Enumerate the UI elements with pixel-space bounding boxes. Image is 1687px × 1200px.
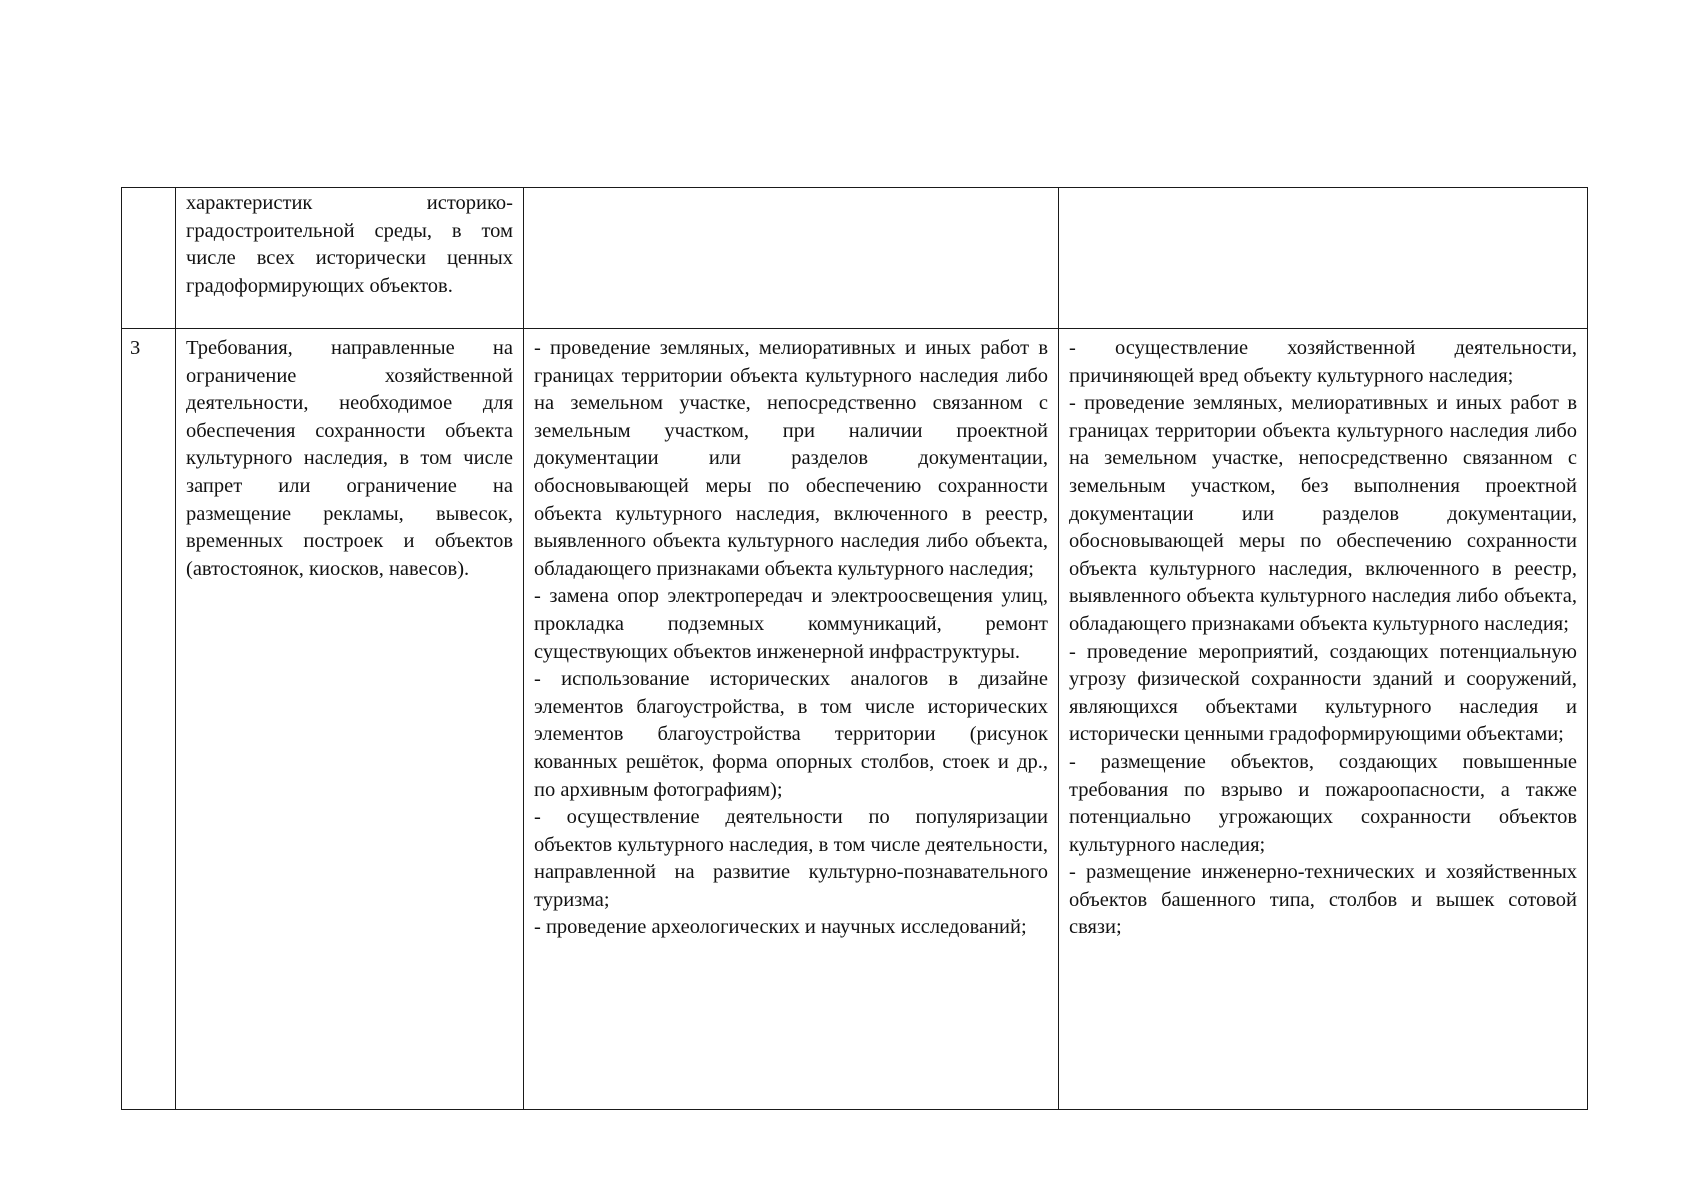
allowed-item: - осуществление деятельности по популяризации объектов культурного наследия, в том числе деятельности, направленной на развитие культурно-познавательного туризма;: [534, 806, 1048, 911]
allowed-cell: [524, 329, 1059, 1110]
prohibited-item: - проведение земляных, мелиоративных и иных работ в границах территории объекта культурного наследия либо на земельном участке, непосредственно связанном с земельным участком, без выполнения проектной документации или разделов документации, обосновывающей меры по обеспечению сохранности объекта культурного наследия, включенного в реестр, выявленного объекта культурного наследия либо объекта, обладающего признаками объекта культурного наследия;: [1069, 392, 1577, 635]
allowed-item: - замена опор электропередач и электроосвещения улиц, прокладка подземных коммуникаций, ремонт существующих объектов инженерной инфраструктуры.: [534, 585, 1048, 663]
allowed-item: - использование исторических аналогов в дизайне элементов благоустройства, в том числе исторических элементов благоустройства территории (рисунок кованных решёток, форма опорных столбов, стоек и др., по архивным фотографиям);: [534, 668, 1048, 801]
prohibited-cell: [1059, 329, 1588, 1110]
prohibited-cell: [1059, 188, 1588, 329]
requirement-cell: характеристик историко-градостроительной среды, в том числе всех исторически ценных градоформирующих объектов.: [176, 188, 524, 329]
table-row: [122, 188, 1588, 329]
requirement-cell: Требования, направленные на ограничение хозяйственной деятельности, необходимое для обеспечения сохранности объекта культурного наследия, в том числе запрет или ограничение на размещение рекламы, вывесок, временных построек и объектов (автостоянок, киосков, навесов).: [176, 329, 524, 1110]
allowed-item: - проведение земляных, мелиоративных и иных работ в границах территории объекта культурного наследия либо на земельном участке, непосредственно связанном с земельным участком, при наличии проектной документации или разделов документации, обосновывающей меры по обеспечению сохранности объекта культурного наследия, включенного в реестр, выявленного объекта культурного наследия либо объекта, обладающего признаками объекта культурного наследия;: [534, 337, 1048, 580]
row-number-cell: [122, 188, 176, 329]
row-number-cell: 3: [122, 329, 176, 1110]
prohibited-item: - осуществление хозяйственной деятельности, причиняющей вред объекту культурного наследия;: [1069, 337, 1577, 387]
requirements-table: [121, 187, 1588, 1110]
prohibited-item: - размещение инженерно-технических и хозяйственных объектов башенного типа, столбов и вышек сотовой связи;: [1069, 861, 1577, 939]
prohibited-item: - проведение мероприятий, создающих потенциальную угрозу физической сохранности зданий и сооружений, являющихся объектами культурного наследия и исторически ценными градоформирующими объектами;: [1069, 640, 1577, 746]
allowed-item: - проведение археологических и научных исследований;: [534, 916, 1027, 939]
table-row: [122, 329, 1588, 1110]
prohibited-item: - размещение объектов, создающих повышенные требования по взрыво и пожароопасности, а также потенциально угрожающих сохранности объектов культурного наследия;: [1069, 750, 1577, 856]
allowed-cell: [524, 188, 1059, 329]
